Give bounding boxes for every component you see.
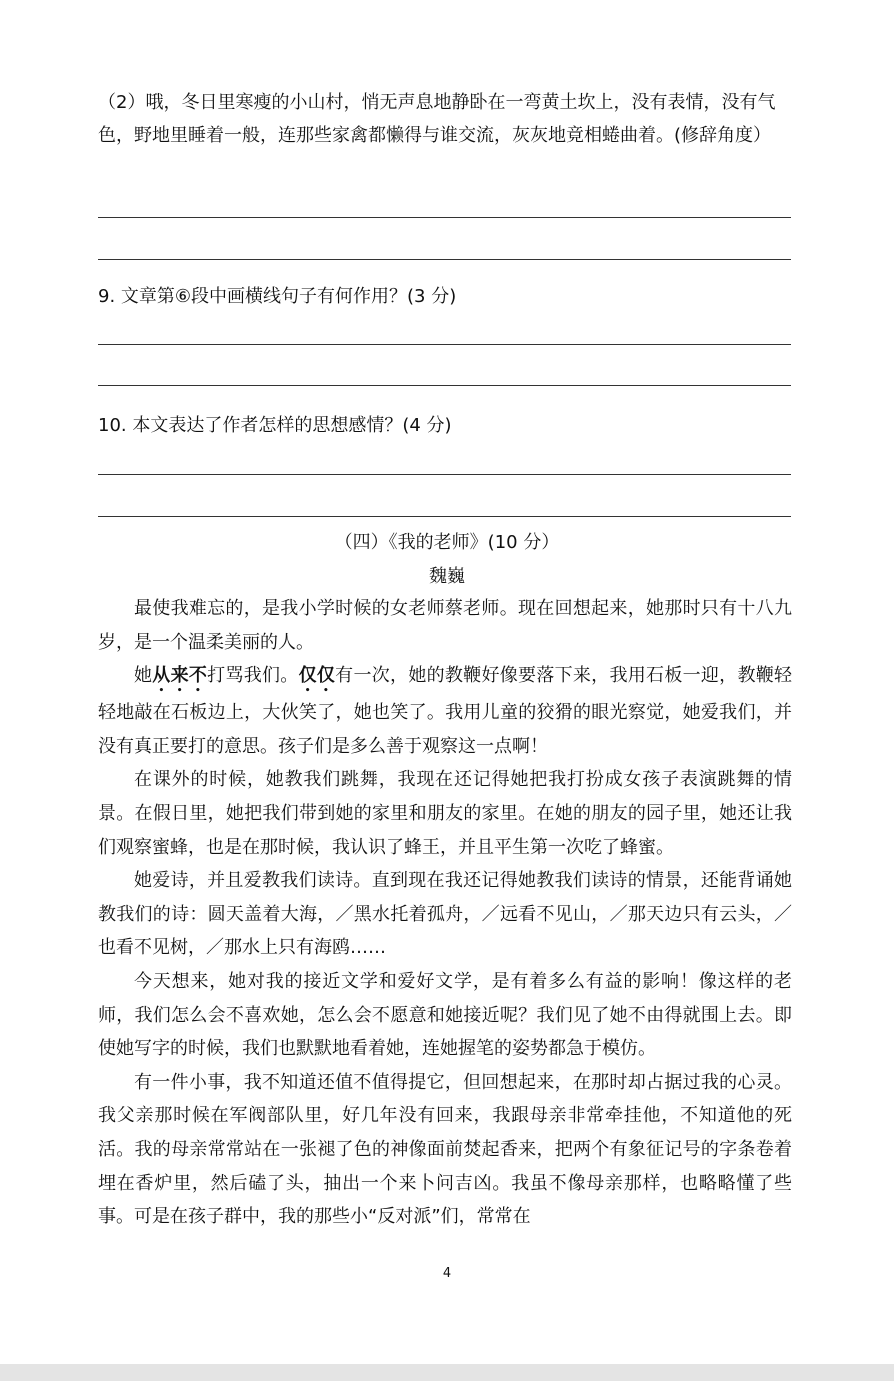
emphasized-phrase: 从来不 [152, 665, 208, 687]
question-10: 10. 本文表达了作者怎样的思想感情？(4 分) [98, 415, 452, 436]
article-paragraph-6: 有一件小事，我不知道还值不值得提它，但回想起来，在那时却占据过我的心灵。我父亲那时候在军阀部队里，好几年没有回来，我跟母亲非常牵挂他，不知道他的死活。我的母亲常常站在一张褪了色的神像面前焚起香来，把两个有象征记号的字条卷着埋在香炉里，然后磕了头，抽出一个来卜问吉凶。我虽不像母亲那样，也略略懂了些事。可是在孩子群中，我的那些小“反对派”们，常常在 [98, 1071, 792, 1228]
article-author: 魏巍 [429, 566, 465, 587]
answer-line [98, 259, 791, 260]
question-9: 9. 文章第⑥段中画横线句子有何作用？(3 分) [98, 286, 457, 307]
article-paragraph-3: 在课外的时候，她教我们跳舞，我现在还记得她把我打扮成女孩子表演跳舞的情景。在假日里，她把我们带到她的家里和朋友的家里。在她的朋友的园子里，她还让我们观察蜜蜂，也是在那时候，我认识了蜂王，并且平生第一次吃了蜂蜜。 [98, 769, 792, 858]
emphasized-phrase: 仅仅 [298, 665, 336, 687]
answer-line [98, 344, 791, 345]
article-paragraph-2 [98, 659, 792, 763]
answer-line [98, 217, 791, 218]
answer-line [98, 516, 791, 517]
question-8-part-2: （2）哦，冬日里寒瘦的小山村，悄无声息地静卧在一弯黄土坎上，没有表情，没有气色，野地里睡着一般，连那些家禽都懒得与谁交流，灰灰地竟相蜷曲着。(修辞角度） [98, 92, 776, 146]
viewer-bottom-bar [0, 1364, 894, 1381]
article-paragraph-1: 最使我难忘的，是我小学时候的女老师蔡老师。现在回想起来，她那时只有十八九岁，是一个温柔美丽的人。 [98, 598, 792, 653]
section-title: （四）《我的老师》(10 分） [334, 532, 560, 553]
article-body [98, 592, 792, 1234]
article-paragraph-4: 她爱诗，并且爱教我们读诗。直到现在我还记得她教我们读诗的情景，还能背诵她教我们的诗：圆天盖着大海，／黑水托着孤舟，／远看不见山，／那天边只有云头，／也看不见树，／那水上只有海鸥…… [98, 870, 792, 959]
paragraph-text: 打骂我们。 [207, 665, 299, 687]
answer-line [98, 385, 791, 386]
article-paragraph-5: 今天想来，她对我的接近文学和爱好文学，是有着多么有益的影响！像这样的老师，我们怎么会不喜欢她，怎么会不愿意和她接近呢？我们见了她不由得就围上去。即使她写字的时候，我们也默默地看着她，连她握笔的姿势都急于模仿。 [98, 970, 792, 1060]
page-number: 4 [442, 1266, 452, 1281]
answer-line [98, 474, 791, 475]
paragraph-text: 有一次，她的教鞭好像要落下来，我用石板一迎，教鞭轻轻地敲在石板边上，大伙笑了，她也笑了。我用儿童的狡猾的眼光察觉，她爱我们，并没有真正要打的意思。孩子们是多么善于观察这一点啊！ [98, 665, 793, 757]
paragraph-text: 她 [134, 665, 153, 687]
